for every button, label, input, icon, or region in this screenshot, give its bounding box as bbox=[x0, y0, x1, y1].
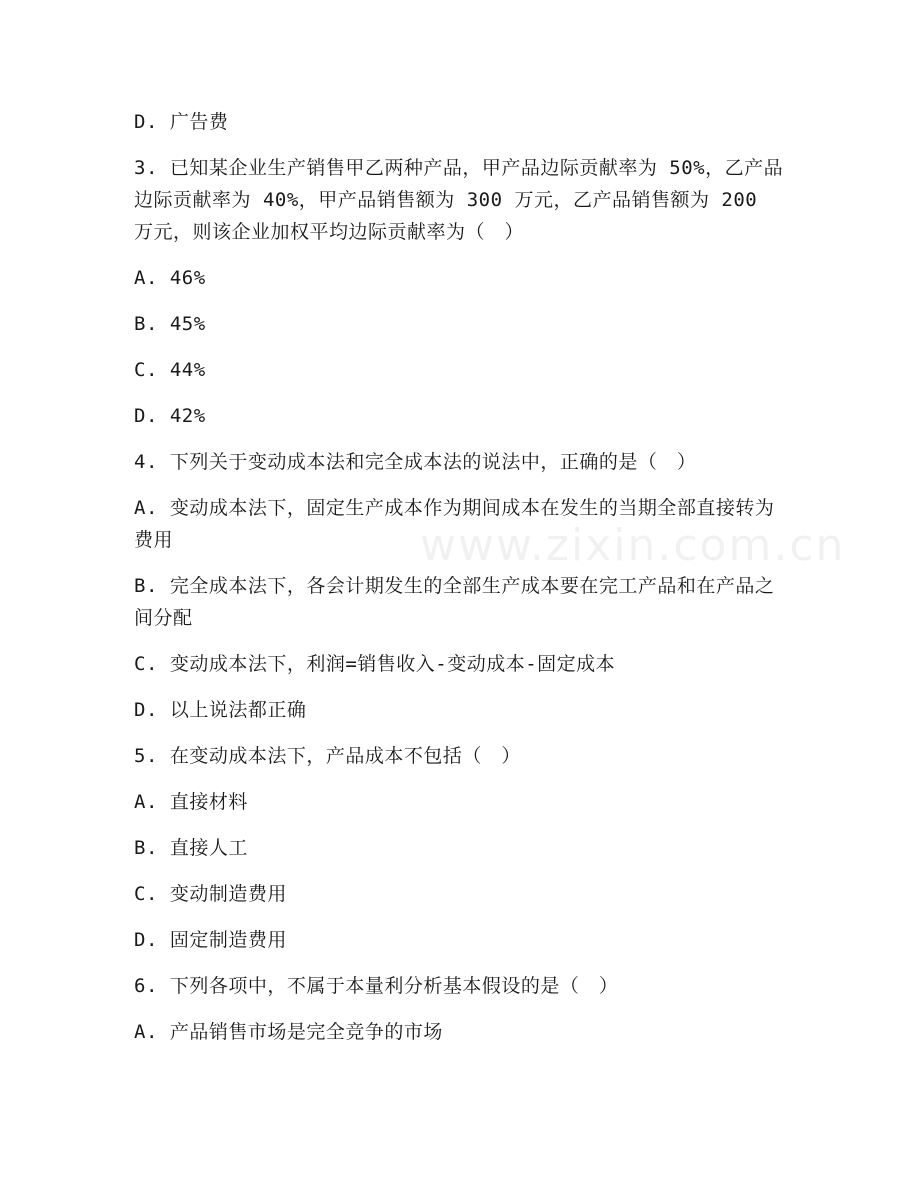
option-d-q3: D. 42% bbox=[134, 405, 206, 427]
question-4: 4. 下列关于变动成本法和完全成本法的说法中，正确的是（ ） bbox=[134, 451, 697, 473]
option-d-q5: D. 固定制造费用 bbox=[134, 929, 287, 951]
question-3: 3. 已知某企业生产销售甲乙两种产品，甲产品边际贡献率为 50%，乙产品边际贡献率为 40%，甲产品销售额为 300 万元，乙产品销售额为 200 万元，则该企业加权平均边际贡献率为（ ） bbox=[134, 157, 784, 243]
option-a-q5: A. 直接材料 bbox=[134, 791, 248, 813]
option-c-q4: C. 变动成本法下，利润=销售收入-变动成本-固定成本 bbox=[134, 653, 616, 675]
option-a-q3: A. 46% bbox=[134, 267, 206, 289]
option-a-q6: A. 产品销售市场是完全竞争的市场 bbox=[134, 1021, 443, 1043]
option-b-q5: B. 直接人工 bbox=[134, 837, 248, 859]
option-c-q3: C. 44% bbox=[134, 359, 206, 381]
option-d-q4: D. 以上说法都正确 bbox=[134, 699, 307, 721]
option-b-q4: B. 完全成本法下，各会计期发生的全部生产成本要在完工产品和在产品之间分配 bbox=[134, 575, 775, 629]
option-c-q5: C. 变动制造费用 bbox=[134, 883, 287, 905]
question-6: 6. 下列各项中，不属于本量利分析基本假设的是（ ） bbox=[134, 975, 619, 997]
option-a-q4: A. 变动成本法下，固定生产成本作为期间成本在发生的当期全部直接转为费用 bbox=[134, 497, 775, 551]
option-d-q2: D. 广告费 bbox=[134, 111, 229, 133]
question-list bbox=[134, 106, 784, 1062]
option-b-q3: B. 45% bbox=[134, 313, 206, 335]
watermark: www.zixin.com.cn bbox=[420, 520, 846, 571]
question-5: 5. 在变动成本法下，产品成本不包括（ ） bbox=[134, 745, 521, 767]
